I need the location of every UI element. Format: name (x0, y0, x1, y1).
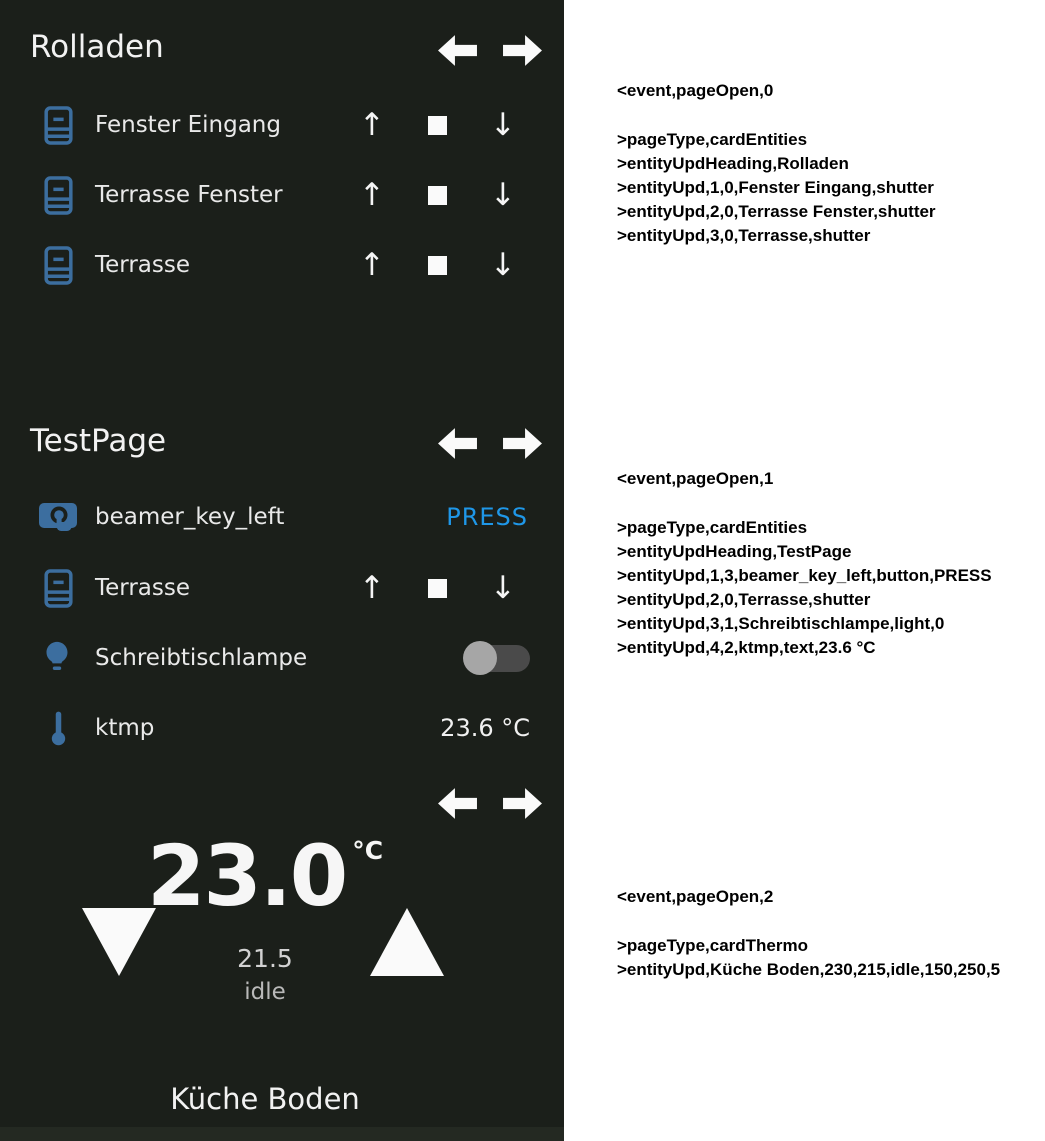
entity-row (0, 173, 564, 217)
shutter-stop-button[interactable] (428, 256, 447, 275)
press-button[interactable]: PRESS (446, 503, 528, 531)
nav-prev-icon[interactable] (437, 34, 478, 67)
shutter-icon (44, 246, 73, 285)
entity-row (0, 706, 564, 750)
protocol-line: >entityUpd,2,0,Terrasse,shutter (617, 590, 871, 609)
protocol-line: >entityUpd,1,0,Fenster Eingang,shutter (617, 178, 934, 197)
event-line: <event,pageOpen,1 (617, 469, 774, 488)
lightbulb-icon (42, 640, 72, 677)
page-title: Rolladen (30, 29, 164, 65)
page-title: TestPage (30, 423, 167, 459)
protocol-line: >entityUpd,3,1,Schreibtischlampe,light,0 (617, 614, 945, 633)
annotation-block-page2 (617, 885, 1000, 982)
protocol-line: >pageType,cardEntities (617, 518, 808, 537)
nav-prev-icon[interactable] (437, 787, 478, 820)
current-temperature-value: 23.0 (146, 827, 347, 925)
shutter-up-button[interactable]: ↑ (359, 177, 385, 213)
annotation-block-page1 (617, 467, 992, 660)
protocol-line: >entityUpd,4,2,ktmp,text,23.6 °C (617, 638, 876, 657)
entity-row (0, 566, 564, 610)
nav-next-icon[interactable] (502, 34, 543, 67)
protocol-line: >pageType,cardThermo (617, 936, 808, 955)
shutter-up-button[interactable]: ↑ (359, 570, 385, 606)
shutter-stop-button[interactable] (428, 579, 447, 598)
thermostat-title: Küche Boden (170, 1082, 360, 1116)
entity-row (0, 243, 564, 287)
entity-row (0, 495, 564, 539)
shutter-down-button[interactable]: ↓ (490, 107, 516, 143)
nav-prev-icon[interactable] (437, 427, 478, 460)
entity-row (0, 103, 564, 147)
sensor-value: 23.6 °C (440, 714, 530, 742)
temperature-unit: °C (352, 836, 384, 865)
entity-row (0, 636, 564, 680)
light-toggle-switch[interactable] (468, 645, 530, 672)
shutter-icon (44, 176, 73, 215)
target-temperature: 21.5 (237, 944, 293, 973)
protocol-line: >entityUpd,3,0,Terrasse,shutter (617, 226, 871, 245)
shutter-up-button[interactable]: ↑ (359, 107, 385, 143)
protocol-line: >entityUpdHeading,TestPage (617, 542, 852, 561)
shutter-icon (44, 106, 73, 145)
entity-label: Terrasse Fenster (95, 182, 283, 208)
gesture-tap-button-icon (38, 499, 78, 535)
current-temperature (0, 827, 530, 925)
entity-label: Terrasse (95, 575, 191, 601)
thermometer-icon (50, 710, 67, 746)
protocol-line: >entityUpd,Küche Boden,230,215,idle,150,250,5 (617, 960, 1001, 979)
nav-next-icon[interactable] (502, 427, 543, 460)
shutter-down-button[interactable]: ↓ (490, 247, 516, 283)
entity-label: Schreibtischlampe (95, 645, 308, 671)
thermostat-state: idle (244, 979, 286, 1005)
shutter-down-button[interactable]: ↓ (490, 177, 516, 213)
entity-label: Terrasse (95, 252, 191, 278)
protocol-line: >entityUpd,1,3,beamer_key_left,button,PRESS (617, 566, 992, 585)
shutter-down-button[interactable]: ↓ (490, 570, 516, 606)
protocol-line: >entityUpd,2,0,Terrasse Fenster,shutter (617, 202, 936, 221)
annotation-block-page0 (617, 79, 936, 248)
bottom-strip (0, 1127, 564, 1141)
toggle-knob (463, 641, 497, 675)
shutter-stop-button[interactable] (428, 186, 447, 205)
protocol-line: >entityUpdHeading,Rolladen (617, 154, 849, 173)
event-line: <event,pageOpen,0 (617, 81, 774, 100)
event-line: <event,pageOpen,2 (617, 887, 774, 906)
entity-label: ktmp (95, 715, 155, 741)
entity-label: beamer_key_left (95, 504, 285, 530)
entity-label: Fenster Eingang (95, 112, 281, 138)
shutter-stop-button[interactable] (428, 116, 447, 135)
shutter-icon (44, 569, 73, 608)
protocol-line: >pageType,cardEntities (617, 130, 808, 149)
nav-next-icon[interactable] (502, 787, 543, 820)
shutter-up-button[interactable]: ↑ (359, 247, 385, 283)
